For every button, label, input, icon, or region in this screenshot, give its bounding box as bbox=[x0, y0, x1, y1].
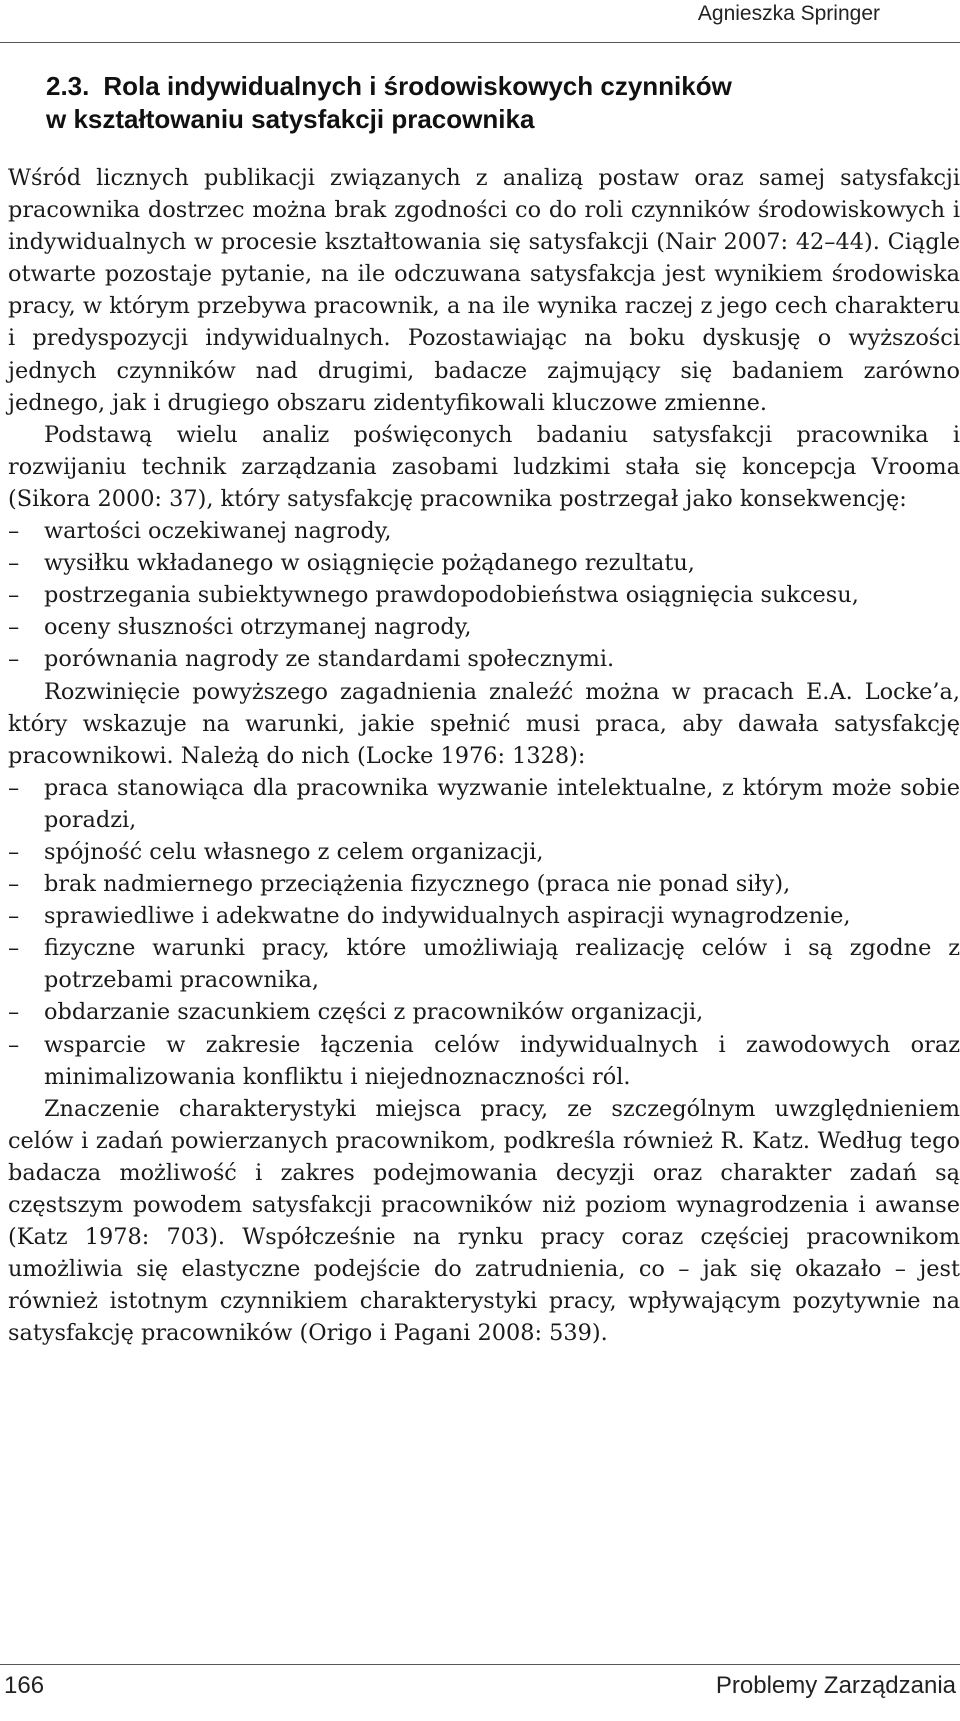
list-item bbox=[8, 1029, 960, 1093]
header-divider bbox=[0, 42, 960, 43]
list-dash: – bbox=[8, 518, 20, 545]
list-item-text: postrzegania subiektywnego prawdopodobieństwa osiągnięcia sukcesu, bbox=[44, 582, 859, 609]
list-item-text: wartości oczekiwanej nagrody, bbox=[44, 518, 392, 545]
running-header-author: Agnieszka Springer bbox=[697, 2, 880, 25]
paragraph-vroom: Podstawą wielu analiz poświęconych badaniu satysfakcji pracownika i rozwijaniu technik zarządzania zasobami ludzkimi stała się koncepcja Vrooma (Sikora 2000: 37), który satysfakcję pracownika postrzegał jako konsekwencję: bbox=[8, 421, 960, 512]
list-dash: – bbox=[8, 999, 20, 1026]
section-heading-line-1 bbox=[46, 70, 906, 103]
list-item bbox=[8, 643, 960, 675]
list-dash: – bbox=[8, 838, 20, 865]
list-item-text: praca stanowiąca dla pracownika wyzwanie intelektualne, z którym może sobie poradzi, bbox=[44, 774, 960, 833]
list-item bbox=[8, 547, 960, 579]
list-dash: – bbox=[8, 646, 20, 673]
list-dash: – bbox=[8, 582, 20, 609]
list-item bbox=[8, 579, 960, 611]
list-item bbox=[8, 932, 960, 996]
list-item bbox=[8, 868, 960, 900]
list-item-text: porównania nagrody ze standardami społecznymi. bbox=[44, 646, 615, 673]
list-dash: – bbox=[8, 871, 20, 898]
list-dash: – bbox=[8, 1031, 20, 1058]
list-item-text: sprawiedliwe i adekwatne do indywidualnych aspiracji wynagrodzenie, bbox=[44, 903, 851, 930]
page-number: 166 bbox=[4, 1672, 45, 1699]
list-item-text: oceny słuszności otrzymanej nagrody, bbox=[44, 614, 472, 641]
list-item-text: fizyczne warunki pracy, które umożliwiają realizację celów i są zgodne z potrzebami pracownika, bbox=[44, 935, 960, 994]
section-title-part-1: Rola indywidualnych i środowiskowych czynników bbox=[103, 71, 732, 101]
section-number: 2.3. bbox=[46, 71, 90, 101]
list-item-text: brak nadmiernego przeciążenia fizycznego (praca nie ponad siły), bbox=[44, 871, 791, 898]
list-item-text: wsparcie w zakresie łączenia celów indywidualnych i zawodowych oraz minimalizowania konfliktu i niejednoznaczności ról. bbox=[44, 1031, 960, 1090]
section-heading bbox=[46, 70, 906, 136]
list-item bbox=[8, 772, 960, 836]
list-dash: – bbox=[8, 935, 20, 962]
list-dash: – bbox=[8, 774, 20, 801]
section-title-part-2: w kształtowaniu satysfakcji pracownika bbox=[46, 104, 535, 134]
list-item-text: obdarzanie szacunkiem części z pracowników organizacji, bbox=[44, 999, 704, 1026]
vroom-factors-list bbox=[8, 515, 960, 675]
list-item bbox=[8, 996, 960, 1028]
paragraph-locke: Rozwinięcie powyższego zagadnienia znaleźć można w pracach E.A. Locke’a, który wskazuje na warunki, jakie spełnić musi praca, aby dawała satysfakcję pracownikowi. Należą do nich (Locke 1976: 1328): bbox=[8, 678, 960, 769]
list-dash: – bbox=[8, 614, 20, 641]
article-body bbox=[8, 162, 960, 1349]
list-item bbox=[8, 900, 960, 932]
list-item bbox=[8, 515, 960, 547]
locke-conditions-list bbox=[8, 772, 960, 1093]
journal-name: Problemy Zarządzania bbox=[715, 1672, 956, 1699]
list-dash: – bbox=[8, 903, 20, 930]
list-dash: – bbox=[8, 550, 20, 577]
paragraph-intro: Wśród licznych publikacji związanych z analizą postaw oraz samej satysfakcji pracownika dostrzec można brak zgodności co do roli czynników środowiskowych i indywidualnych w procesie kształtowania się satysfakcji (Nair 2007: 42–44). Ciągle otwarte pozostaje pytanie, na ile odczuwana satysfakcja jest wynikiem środowiska pracy, w którym przebywa pracownik, a na ile wynika raczej z jego cech charakteru i predyspozycji indywidualnych. Pozostawiając na boku dyskusję o wyższości jednych czynników nad drugimi, badacze zajmujący się badaniem zarówno jednego, jak i drugiego obszaru zidentyfikowali kluczowe zmienne. bbox=[8, 165, 960, 416]
list-item-text: wysiłku wkładanego w osiągnięcie pożądanego rezultatu, bbox=[44, 550, 695, 577]
footer-divider bbox=[0, 1664, 960, 1665]
list-item bbox=[8, 836, 960, 868]
list-item bbox=[8, 611, 960, 643]
list-item-text: spójność celu własnego z celem organizacji, bbox=[44, 838, 544, 865]
paragraph-katz: Znaczenie charakterystyki miejsca pracy, ze szczególnym uwzględnieniem celów i zadań powierzanych pracownikom, podkreśla również R. Katz. Według tego badacza możliwość i zakres podejmowania decyzji oraz charakter zadań są częstszym powodem satysfakcji pracowników niż poziom wynagrodzenia i awanse (Katz 1978: 703). Współcześnie na rynku pracy coraz częściej pracownikom umożliwia się elastyczne podejście do zatrudnienia, co – jak się okazało – jest również istotnym czynnikiem charakterystyki pracy, wpływającym pozytywnie na satysfakcję pracowników (Origo i Pagani 2008: 539). bbox=[8, 1095, 960, 1347]
